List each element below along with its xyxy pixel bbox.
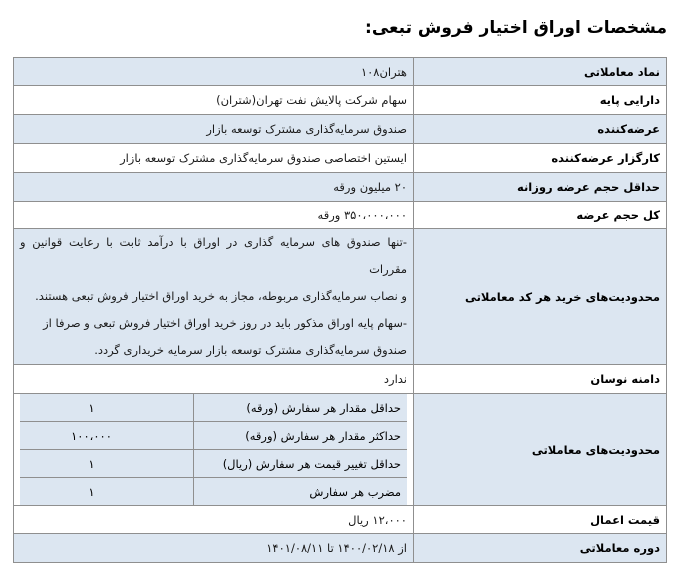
table-row [14,365,667,394]
row-label: حداقل حجم عرضه روزانه [414,173,667,202]
period-label: دوره معاملاتی [414,534,667,563]
row-value: هتران۱۰۸ [14,58,414,86]
row-value: صندوق سرمایه‌گذاری مشترک توسعه بازار [14,115,414,144]
table-row [14,202,667,229]
table-row [20,450,407,478]
restrictions-row [14,229,667,365]
limit-value: ۱ [20,478,194,506]
period-value: از ۱۴۰۰/۰۲/۱۸ تا ۱۴۰۱/۰۸/۱۱ [14,534,414,563]
table-row [14,173,667,202]
row-label: عرضه‌کننده [414,115,667,144]
table-row [20,478,407,506]
restrictions-line: صندوق سرمایه‌گذاری مشترک توسعه بازار سرمایه خریداری گردد. [94,343,407,357]
range-value: ندارد [14,365,414,394]
trading-limits-row [14,394,667,506]
row-label: دارایی پایه [414,86,667,115]
row-value: سهام شرکت پالایش نفت تهران(شتران) [14,86,414,115]
row-value: ۳۵۰،۰۰۰،۰۰۰ ورقه [14,202,414,229]
trading-limits-table [20,394,407,505]
row-value: ایستین اختصاصی صندوق سرمایه‌گذاری مشترک توسعه بازار [14,144,414,173]
limit-label: حداقل مقدار هر سفارش (ورقه) [194,394,408,422]
price-label: قیمت اعمال [414,506,667,534]
restrictions-text [14,229,414,365]
table-row [14,534,667,563]
restrictions-line: و نصاب سرمایه‌گذاری مربوطه، مجاز به خرید اوراق اختیار فروش تبعی هستند. [35,289,407,303]
limit-label: حداقل تغییر قیمت هر سفارش (ریال) [194,450,408,478]
table-row [14,144,667,173]
document-title: مشخصات اوراق اختیار فروش تبعی: [365,18,667,38]
restrictions-label: محدودیت‌های خرید هر کد معاملاتی [414,229,667,365]
table-row [14,115,667,144]
row-label: کارگزار عرضه‌کننده [414,144,667,173]
table-row [14,506,667,534]
row-label: نماد معاملاتی [414,58,667,86]
limit-value: ۱ [20,450,194,478]
limit-label: مضرب هر سفارش [194,478,408,506]
table-row [14,58,667,86]
spec-table [13,57,667,563]
limit-value: ۱۰۰،۰۰۰ [20,422,194,450]
table-row [20,422,407,450]
row-value: ۲۰ میلیون ورقه [14,173,414,202]
trading-limits-cell [14,394,414,506]
range-label: دامنه نوسان [414,365,667,394]
trading-limits-label: محدودیت‌های معاملاتی [414,394,667,506]
restrictions-line: -تنها صندوق های سرمایه گذاری در اوراق با درآمد ثابت با رعایت قوانین و مقررات [20,235,407,276]
restrictions-line: -سهام پایه اوراق مذکور باید در روز خرید اوراق اختیار فروش تبعی و صرفا از [43,316,407,330]
table-row [20,394,407,422]
row-label: کل حجم عرضه [414,202,667,229]
limit-value: ۱ [20,394,194,422]
table-row [14,86,667,115]
price-value: ۱۲،۰۰۰ ریال [14,506,414,534]
limit-label: حداکثر مقدار هر سفارش (ورقه) [194,422,408,450]
